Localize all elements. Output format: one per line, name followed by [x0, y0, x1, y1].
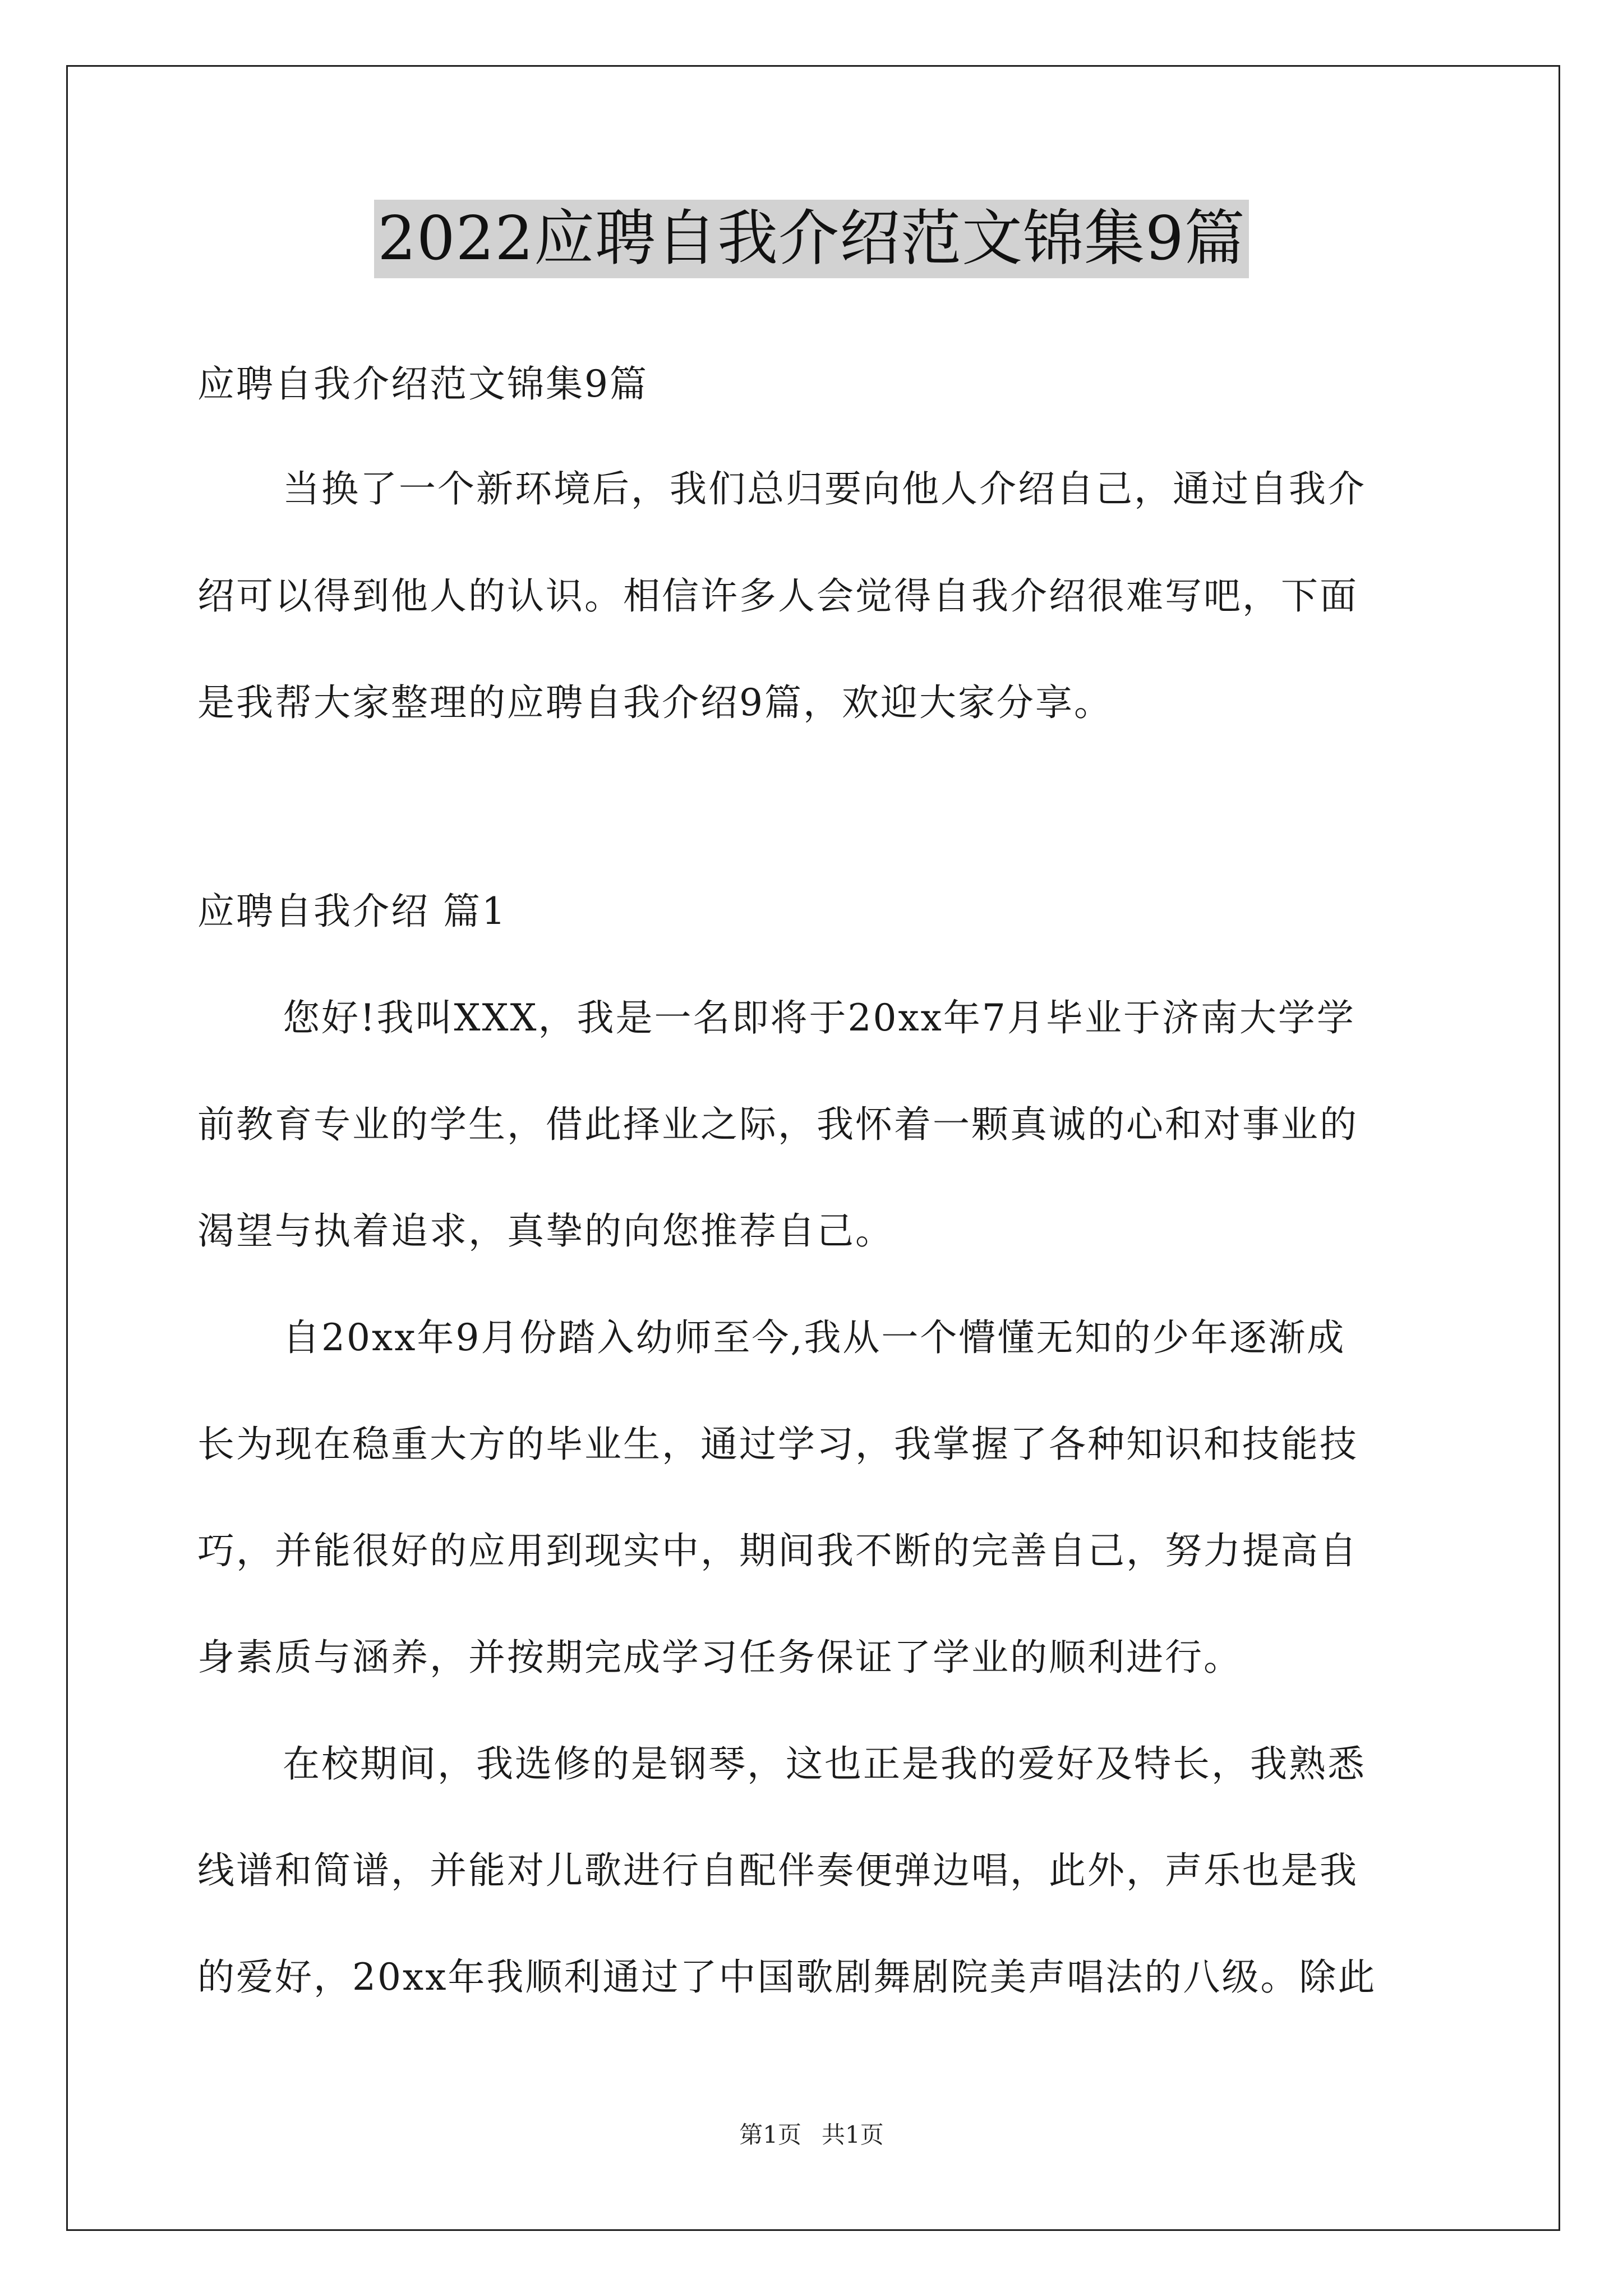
paragraph-line: 自20xx年9月份踏入幼师至今,我从一个懵懂无知的少年逐渐成 — [283, 1316, 1346, 1359]
paragraph-line: 长为现在稳重大方的毕业生，通过学习，我掌握了各种知识和技能技 — [197, 1423, 1358, 1466]
paragraph-line: 身素质与涵养，并按期完成学习任务保证了学业的顺利进行。 — [197, 1636, 1242, 1679]
paragraph-line: 前教育专业的学生，借此择业之际，我怀着一颗真诚的心和对事业的 — [197, 1103, 1358, 1146]
paragraph-line: 的爱好，20xx年我顺利通过了中国歌剧舞剧院美声唱法的八级。除此 — [197, 1955, 1377, 1999]
paragraph-line: 巧，并能很好的应用到现实中，期间我不断的完善自己，努力提高自 — [197, 1529, 1358, 1572]
title-block — [0, 200, 1623, 278]
subtitle-line: 应聘自我介绍范文锦集9篇 — [197, 362, 648, 406]
document-title: 2022应聘自我介绍范文锦集9篇 — [374, 200, 1249, 278]
page-total: 共1页 — [822, 2121, 884, 2148]
page-number: 第1页 — [739, 2121, 801, 2148]
intro-line: 绍可以得到他人的认识。相信许多人会觉得自我介绍很难写吧，下面 — [197, 574, 1358, 618]
paragraph-line: 您好!我叫XXX，我是一名即将于20xx年7月毕业于济南大学学 — [283, 996, 1355, 1039]
intro-line: 是我帮大家整理的应聘自我介绍9篇，欢迎大家分享。 — [197, 681, 1113, 724]
paragraph-line: 线谱和简谱，并能对儿歌进行自配伴奏便弹边唱，此外，声乐也是我 — [197, 1849, 1358, 1892]
intro-line: 当换了一个新环境后，我们总归要向他人介绍自己，通过自我介 — [283, 467, 1366, 510]
paragraph-line: 在校期间，我选修的是钢琴，这也正是我的爱好及特长，我熟悉 — [283, 1742, 1366, 1786]
page-footer — [0, 2119, 1623, 2151]
paragraph-line: 渴望与执着追求，真挚的向您推荐自己。 — [197, 1209, 894, 1253]
section-heading: 应聘自我介绍 篇1 — [197, 890, 507, 933]
